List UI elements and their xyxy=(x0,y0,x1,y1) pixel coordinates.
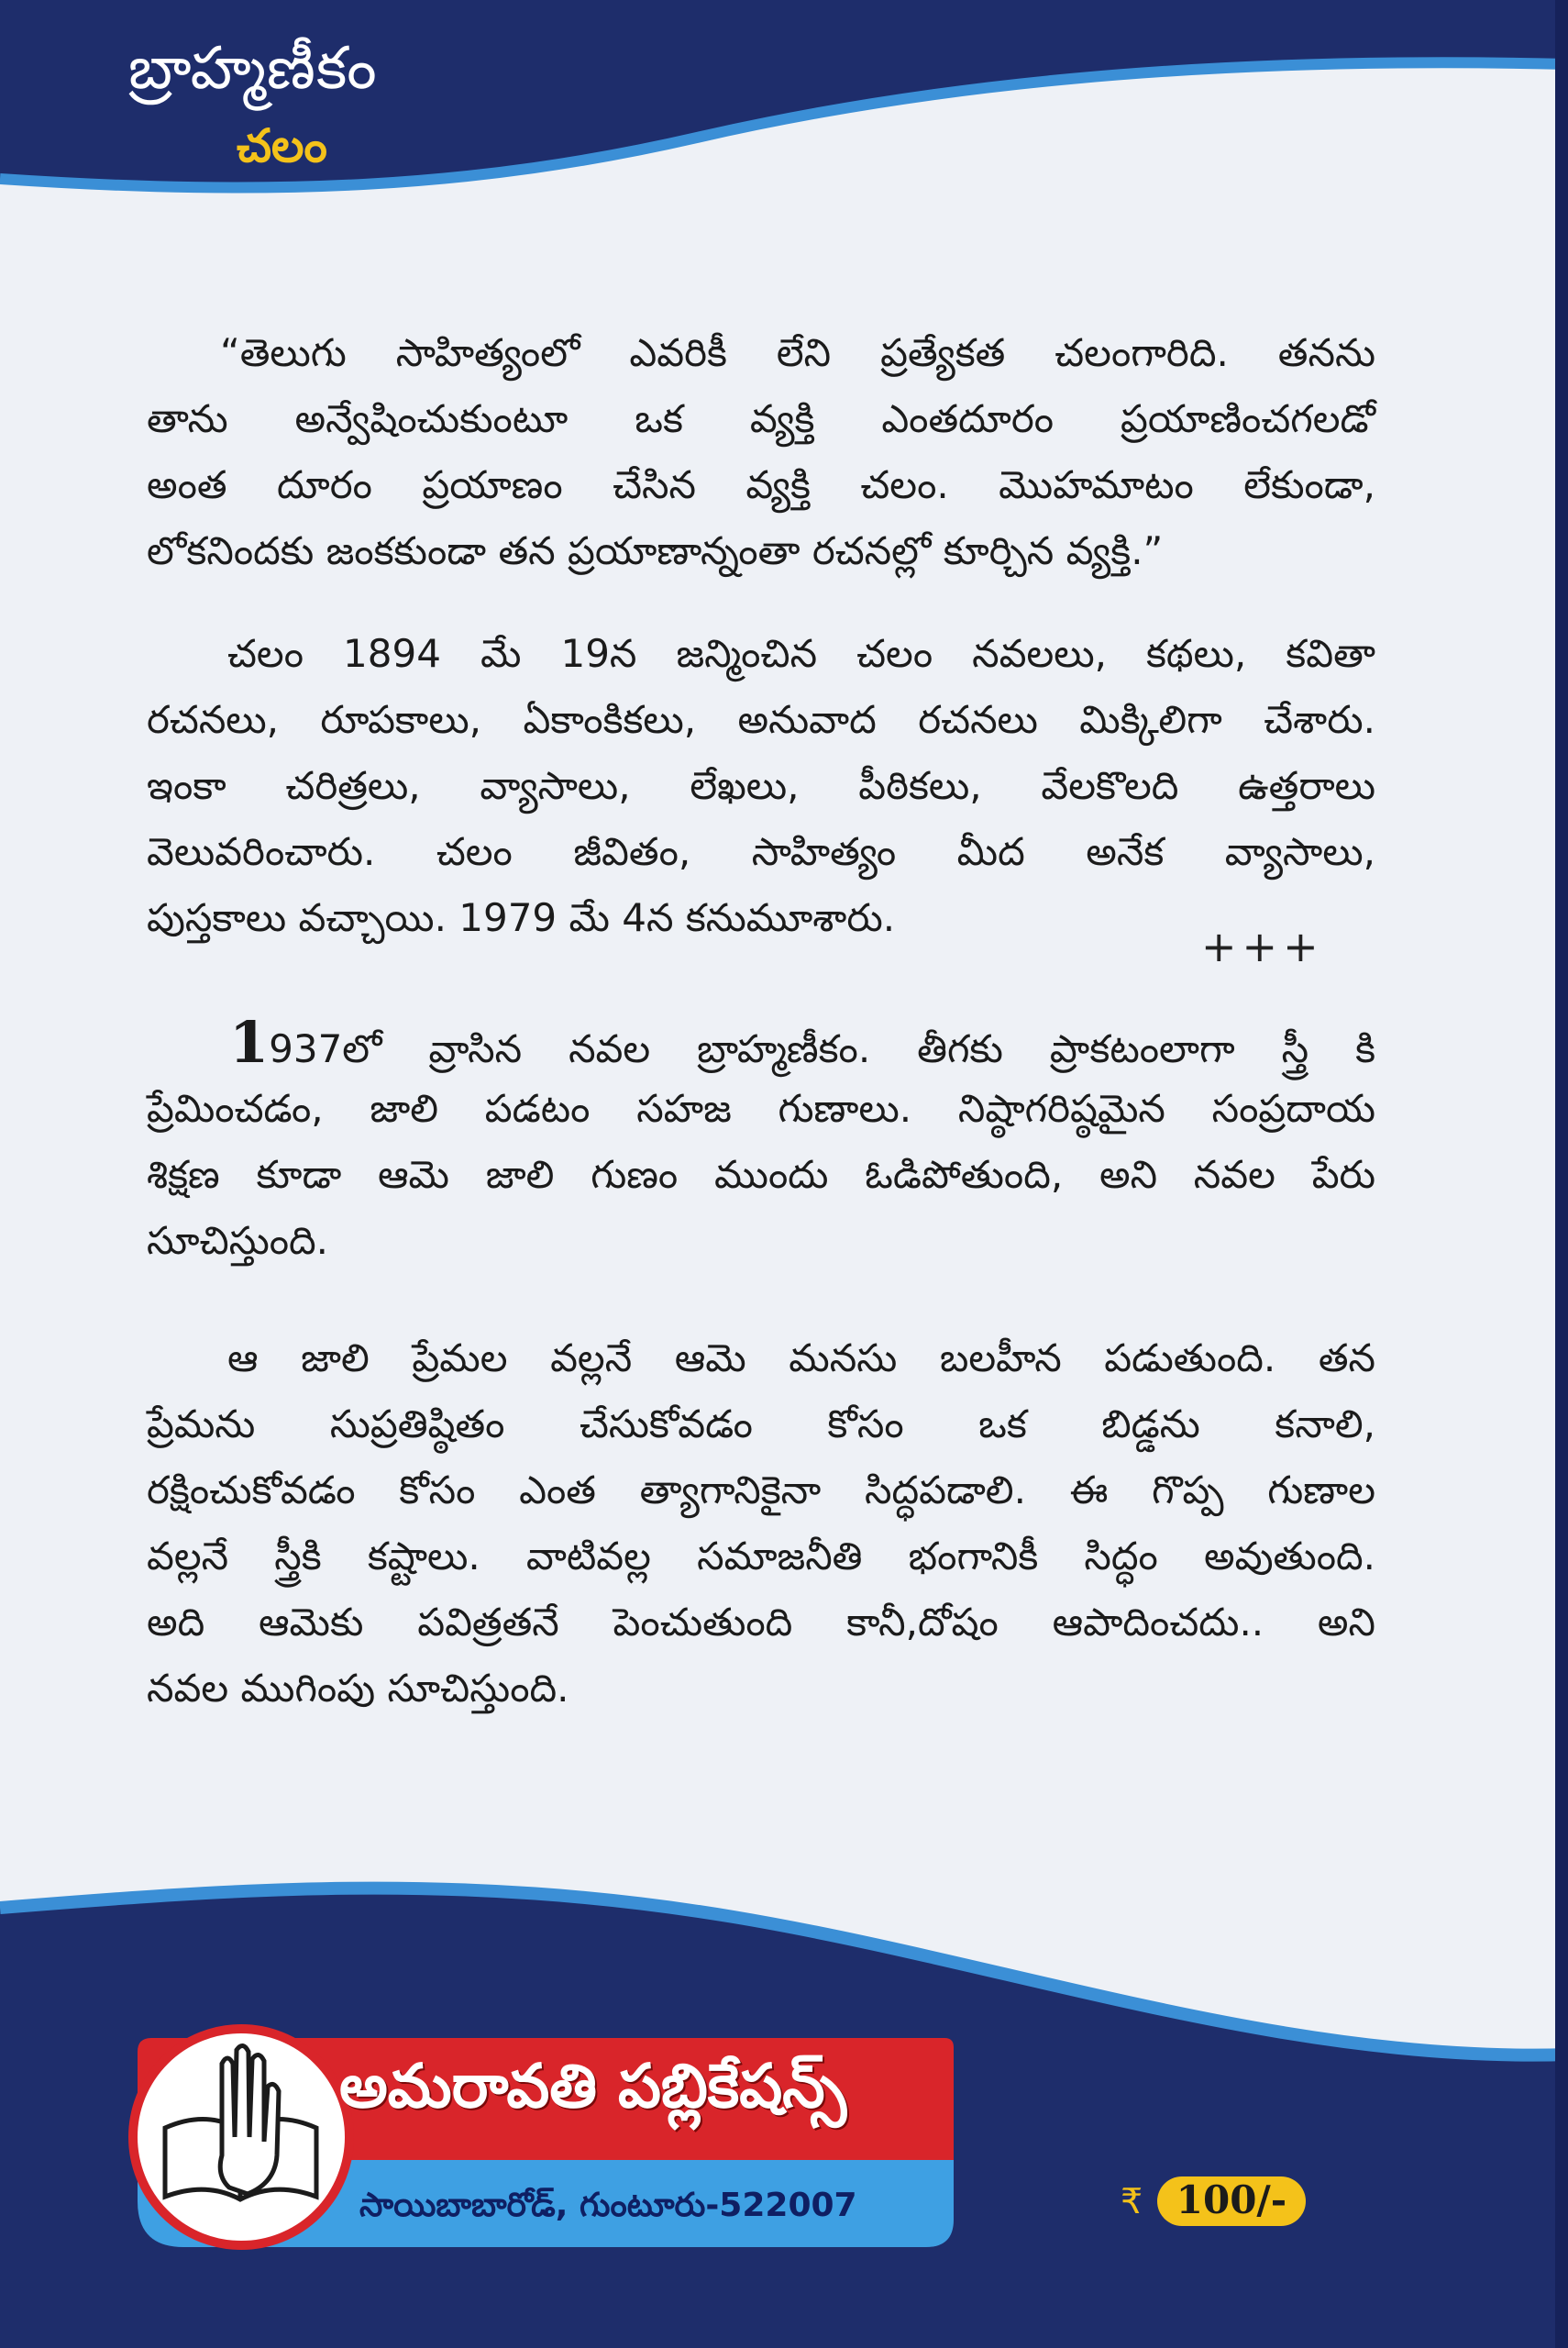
bio-line: చలం 1894 మే 19న జన్మించిన చలం నవలలు, కథలు, కవితా xyxy=(227,631,1375,676)
novel-line: సూచిస్తుంది. xyxy=(147,1218,329,1263)
ending-line: ప్రేమను సుప్రతిష్ఠితం చేసుకోవడం కోసం ఒక బిడ్డను కనాలి, xyxy=(147,1401,1375,1446)
novel-line: శిక్షణ కూడా ఆమె జాలి గుణం ముందు ఓడిపోతుంది, అని నవల పేరు xyxy=(147,1152,1375,1197)
ending-line: వల్లనే స్త్రీకి కష్టాలు. వాటివల్ల సమాజనీతి భంగానికీ సిద్ధం అవుతుంది. xyxy=(147,1534,1375,1578)
drop-cap: 1 xyxy=(229,1009,270,1076)
price-value: 100/- xyxy=(1176,2177,1287,2222)
publisher-name: అమరావతి పబ్లికేషన్స్ xyxy=(339,2051,847,2121)
rupee-symbol: ₹ xyxy=(1121,2181,1143,2221)
novel-line-text: 937లో వ్రాసిన నవల బ్రాహ్మణీకం. తీగకు ప్రాకటంలాగా స్త్రీ కి xyxy=(269,1026,1375,1071)
bio-line: పుస్తకాలు వచ్చాయి. 1979 మే 4న కనుమూశారు. xyxy=(147,895,896,940)
ending-line: నవల ముగింపు సూచిస్తుంది. xyxy=(147,1666,569,1711)
bio-line: వెలువరించారు. చలం జీవితం, సాహిత్యం మీద అనేక వ్యాసాలు, xyxy=(147,829,1375,874)
book-title: బ్రాహ్మణీకం xyxy=(128,35,378,103)
author-name: చలం xyxy=(237,119,327,172)
novel-line: ప్రేమించడం, జాలి పడటం సహజ గుణాలు. నిష్ఠాగరిష్ఠమైన సంప్రదాయ xyxy=(147,1086,1375,1131)
bio-line: రచనలు, రూపకాలు, ఏకాంకికలు, అనువాద రచనలు మిక్కిలిగా చేశారు. xyxy=(147,697,1375,742)
ending-line: రక్షించుకోవడం కోసం ఎంత త్యాగానికైనా సిద్ధపడాలి. ఈ గొప్ప గుణాల xyxy=(147,1468,1375,1512)
quote-line: అంత దూరం ప్రయాణం చేసిన వ్యక్తి చలం. మొహమాటం లేకుండా, xyxy=(147,462,1375,507)
bio-line: ఇంకా చరిత్రలు, వ్యాసాలు, లేఖలు, పీఠికలు, వేలకొలది ఉత్తరాలు xyxy=(147,763,1375,808)
ending-line: ఆ జాలి ప్రేమల వల్లనే ఆమె మనసు బలహీన పడుతుంది. తన xyxy=(227,1335,1375,1380)
publisher-address: సాయిబాబారోడ్, గుంటూరు-522007 xyxy=(359,2187,857,2224)
ending-line: అది ఆమెకు పవిత్రతనే పెంచుతుంది కానీ,దోషం ఆపాదించదు.. అని xyxy=(147,1600,1375,1645)
quote-line: తాను అన్వేషించుకుంటూ ఒక వ్యక్తి ఎంతదూరం ప్రయాణించగలడో xyxy=(147,396,1375,441)
section-ornament: +++ xyxy=(1201,922,1324,971)
novel-line xyxy=(229,1009,1375,1081)
quote-line: “తెలుగు సాహిత్యంలో ఎవరికీ లేని ప్రత్యేకత చలంగారిది. తనను xyxy=(220,330,1375,375)
quote-line: లోకనిందకు జంకకుండా తన ప్రయాణాన్నంతా రచనల్లో కూర్చిన వ్యక్తి.” xyxy=(147,528,1164,573)
